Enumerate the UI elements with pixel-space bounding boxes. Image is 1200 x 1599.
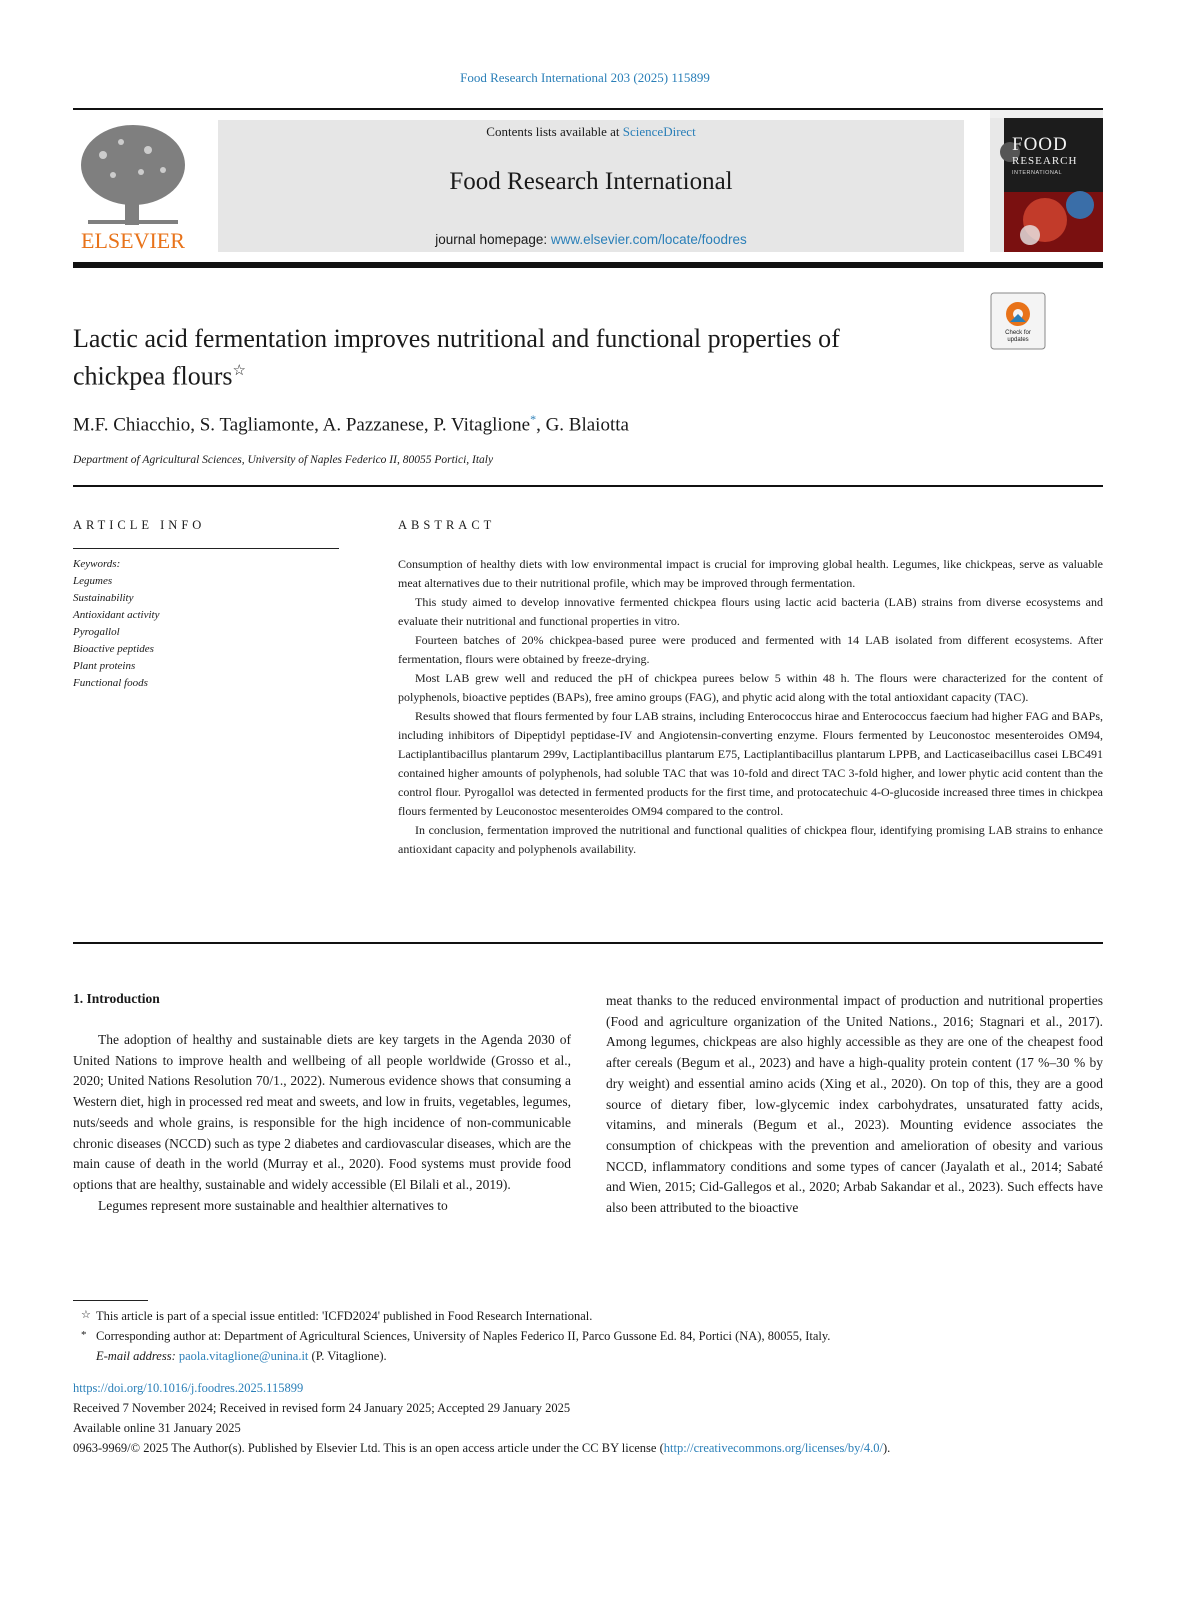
cover-artwork [990,110,1103,252]
history-dates: Received 7 November 2024; Received in revised form 24 January 2025; Accepted 29 January 2025 [73,1401,571,1415]
doi-link[interactable]: https://doi.org/10.1016/j.foodres.2025.115899 [73,1381,304,1395]
author-name[interactable]: A. Pazzanese [322,414,424,436]
header-top-rule [73,108,1103,110]
abstract-paragraph: In conclusion, fermentation improved the nutritional and functional qualities of chickpea flour, identifying promising LAB strains to enhance antioxidant capacity and polyphenols availability. [398,823,1103,856]
author-list: M.F. Chiacchio, S. Tagliamonte, A. Pazzanese, P. Vitaglione*, G. Blaiotta [73,412,629,436]
cover-title: FOOD RESEARCH [1012,134,1078,167]
keyword: Sustainability [73,592,134,604]
author-name[interactable]: P. Vitaglione [433,414,531,436]
contents-line [218,124,964,140]
abstract-bottom-rule [73,942,1103,944]
keywords-list [73,556,159,692]
journal-cover-image [990,110,1103,252]
body-column-left [73,1030,571,1216]
title-line-2: chickpea flours [73,361,233,391]
title-footnote-mark[interactable]: ☆ [232,363,246,379]
homepage-prefix: journal homepage: [435,232,551,247]
keyword: Functional foods [73,677,148,689]
author-name[interactable]: S. Tagliamonte [199,414,315,436]
body-paragraph: The adoption of healthy and sustainable diets are key targets in the Agenda 2030 of United Nations to improve health and wellbeing of all people worldwide (Grosso et al., 2020; United Nations Resolution 70/1., 2022). Numerous evidence shows that consuming a Western diet, high in processed red meat and sweets, and low in fruits, vegetables, legumes, nuts/seeds and whole grains, is responsible for the high incidence of non-communicable chronic diseases (NCCD) such as type 2 diabetes and cardiovascular diseases, which are the main cause of death in the world (Murray et al., 2020). Food systems must provide food options that are healthy, sustainable and widely accessible (El Bilali et al., 2019). [73,1032,571,1192]
abstract-paragraph: This study aimed to develop innovative fermented chickpea flours using lactic acid bacteria (LAB) strains from diverse ecosystems and evaluate their nutritional and functional properties in vitro. [398,595,1103,628]
journal-banner [218,120,964,252]
check-for-updates-label: Check for updates [1005,330,1031,343]
license-link[interactable]: http://creativecommons.org/licenses/by/4.0/ [663,1441,883,1455]
email-link[interactable]: paola.vitaglione@unina.it [178,1349,309,1363]
keyword: Pyrogallol [73,626,120,638]
check-for-updates-button[interactable] [990,292,1046,350]
keywords-label: Keywords: [73,558,121,570]
footnote-corresponding: * Corresponding author at: Department of Agricultural Sciences, University of Naples Federico II, Parco Gussone Ed. 84, Portici (NA), 80055, Italy. [81,1329,831,1343]
sciencedirect-link[interactable]: ScienceDirect [622,124,696,139]
license-line: 0963-9969/© 2025 The Author(s). Published by Elsevier Ltd. This is an open access article under the CC BY license (http://creativecommons.org/licenses/by/4.0/). [73,1441,891,1455]
article-title [73,322,973,393]
article-info-heading: ARTICLE INFO [73,518,206,532]
elsevier-logo [73,120,193,252]
available-online: Available online 31 January 2025 [73,1421,241,1435]
abstract-paragraph: Results showed that flours fermented by four LAB strains, including Enterococcus hirae and Enterococcus faecium had higher FAG and BAPs, including inhibitors of Dipeptidyl peptidase-IV and Angiotensin-converting enzyme. Flours fermented by Leuconostoc mesenteroides OM94, Lactiplantibacillus plantarum 299v, Lactiplantibacillus plantarum E75, Lactiplantibacillus plantarum LPPB, and Lacticaseibacillus casei LBC491 contained higher amounts of polyphenols, had soluble TAC that was 10-fold and direct TAC 3-fold higher, and lower phytic acid content than the control flour. Pyrogallol was detected in fermented products for the first time, and protocatechuic 4-O-glucoside increased three times in chickpea flours fermented by Leuconostoc mesenteroides OM94 compared to the control. [398,709,1103,818]
contents-prefix: Contents lists available at [486,124,623,139]
publication-info [73,1378,1133,1458]
abstract-heading: ABSTRACT [398,518,496,532]
keyword: Legumes [73,575,113,587]
cover-subtitle: INTERNATIONAL [1012,170,1063,176]
journal-reference[interactable]: Food Research International 203 (2025) 115899 [460,70,710,85]
affiliation-rule [73,485,1103,487]
abstract-paragraph: Fourteen batches of 20% chickpea-based puree were produced and fermented with 14 LAB isolated from different ecosystems. After fermentation, flours were obtained by freeze-drying. [398,633,1103,666]
body-paragraph: Legumes represent more sustainable and healthier alternatives to [98,1197,448,1213]
body-paragraph: meat thanks to the reduced environmental impact of production and nutritional properties (Food and agriculture organization of the United Nations., 2016; Stagnari et al., 2017). Among legumes, chickpeas are also highly accessible as they are one of the cheapest food after cereals (Begum et al., 2023) and have a high-quality protein content (17 %–30 % by dry weight) and essential amino acids (Xing et al., 2020). On top of this, they are a good source of dietary fiber, low-glycemic index carbohydrates, unsaturated fatty acids, vitamins, and minerals (Begum et al., 2023). Mounting evidence associates the consumption of chickpeas with the prevention and amelioration of obesity and various NCCD, inflammatory conditions and some types of cancer (Jayalath et al., 2014; Sabaté and Wien, 2015; Cid-Gallegos et al., 2020; Arbab Sakandar et al., 2023). Such effects have also been attributed to the bioactive [606,993,1103,1216]
homepage-link[interactable]: www.elsevier.com/locate/foodres [550,232,747,247]
corresponding-author-mark[interactable]: * [530,412,537,426]
svg-text:ELSEVIER: ELSEVIER [81,228,185,252]
keyword: Antioxidant activity [73,609,160,621]
abstract-paragraph: Consumption of healthy diets with low environmental impact is crucial for improving global health. Legumes, like chickpeas, serve as valuable meat alternatives due to their nutritional profile, which may be improved through fermentation. [398,557,1103,590]
homepage-line [218,232,964,247]
affiliation: Department of Agricultural Sciences, University of Naples Federico II, 80055 Portici, Italy [73,454,494,466]
email-label: E-mail address: [96,1349,176,1363]
author-name[interactable]: G. Blaiotta [545,414,629,436]
keywords-rule [73,548,339,549]
author-name[interactable]: M.F. Chiacchio [73,414,191,436]
header-bottom-rule [73,262,1103,268]
introduction-heading: 1. Introduction [73,991,160,1006]
footnotes [73,1306,1103,1366]
footnote-special-issue: ☆ This article is part of a special issue entitled: 'ICFD2024' published in Food Research International. [81,1309,593,1323]
footnote-rule [73,1300,148,1301]
keyword: Bioactive peptides [73,643,154,655]
journal-title: Food Research International [449,168,733,195]
abstract-paragraph: Most LAB grew well and reduced the pH of chickpea purees below 5 within 48 h. The flours were characterized for the content of polyphenols, bioactive peptides (BAPs), free amino groups (FAG), and phytic acid along with the total antioxidant capacity (TAC). [398,671,1103,704]
abstract-body [398,555,1103,859]
footnote-email: E-mail address: paola.vitaglione@unina.it (P. Vitaglione). [96,1349,387,1363]
keyword: Plant proteins [73,660,136,672]
body-column-right [606,991,1103,1219]
title-line-1: Lactic acid fermentation improves nutritional and functional properties of [73,324,840,353]
